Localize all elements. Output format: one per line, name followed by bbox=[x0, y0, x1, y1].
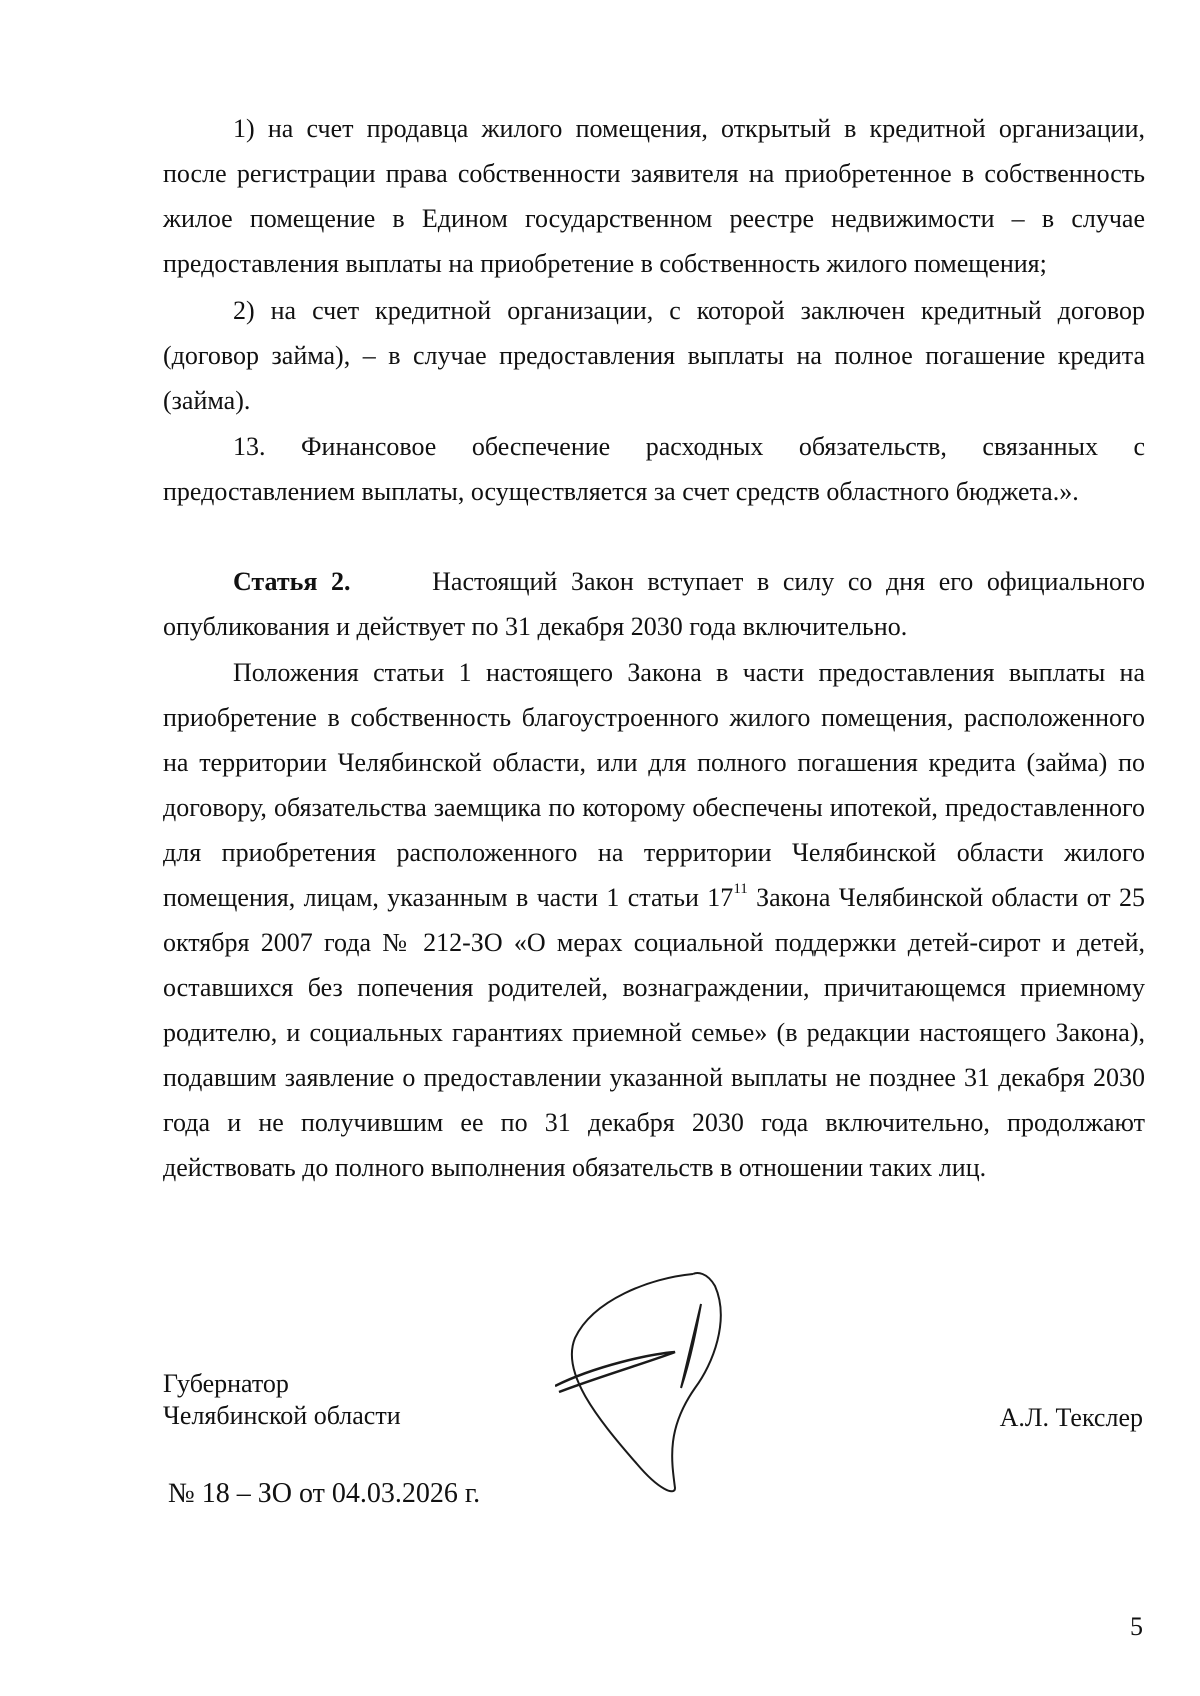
paragraph-item-13: 13. Финансовое обеспечение расходных обязательств, связанных с предоставлением выплаты, осуществляется за счет средств областного бюджета.». bbox=[163, 432, 1145, 506]
provisions-paragraph bbox=[163, 650, 1145, 1190]
article-2-text: Настоящий Закон вступает в силу со дня его официального опубликования и действует по 31 декабря 2030 года включительно. bbox=[163, 567, 1146, 641]
article-2-paragraph bbox=[163, 559, 1145, 649]
governor-title bbox=[163, 1368, 401, 1432]
governor-position-line2: Челябинской области bbox=[163, 1401, 401, 1430]
article-superscript: 11 bbox=[733, 881, 748, 897]
provisions-text-a: Положения статьи 1 настоящего Закона в части предоставления выплаты на приобретение в собственность благоустроенного жилого помещения, расположенного на территории Челябинской области, или для полного погашения кредита (займа) по договору, обязательства заемщика по которому обеспечены ипотекой, предоставленного для приобретения расположенного на территории Челябинской области жилого помещения, лицам, указанным в части 1 статьи 17 bbox=[163, 658, 1145, 912]
provisions-text-b: Закона Челябинской области от 25 октября 2007 года № 212-ЗО «О мерах социальной поддержки детей-сирот и детей, оставшихся без попечения родителей, вознаграждении, причитающемся приемному родителю, и социальных гарантиях приемной семье» (в редакции настоящего Закона), подавшим заявление о предоставлении указанной выплаты не позднее 31 декабря 2030 года и не получившим ее по 31 декабря 2030 года включительно, продолжают действовать до полного выполнения обязательств в отношении таких лиц. bbox=[163, 883, 1145, 1182]
law-number-date: № 18 – ЗО от 04.03.2026 г. bbox=[168, 1478, 481, 1509]
page-number: 5 bbox=[1130, 1612, 1143, 1641]
paragraph-item-2: 2) на счет кредитной организации, с которой заключен кредитный договор (договор займа), – в случае предоставления выплаты на полное погашение кредита (займа). bbox=[163, 296, 1145, 415]
handwritten-signature bbox=[555, 1268, 785, 1500]
paragraph-item-1: 1) на счет продавца жилого помещения, открытый в кредитной организации, после регистрации права собственности заявителя на приобретенное в собственность жилое помещение в Едином государственном реестре недвижимости – в случае предоставления выплаты на приобретение в собственность жилого помещения; bbox=[163, 114, 1145, 278]
governor-name: А.Л. Текслер bbox=[999, 1403, 1143, 1432]
article-2-label: Статья 2. bbox=[233, 567, 351, 596]
governor-position-line1: Губернатор bbox=[163, 1369, 289, 1398]
